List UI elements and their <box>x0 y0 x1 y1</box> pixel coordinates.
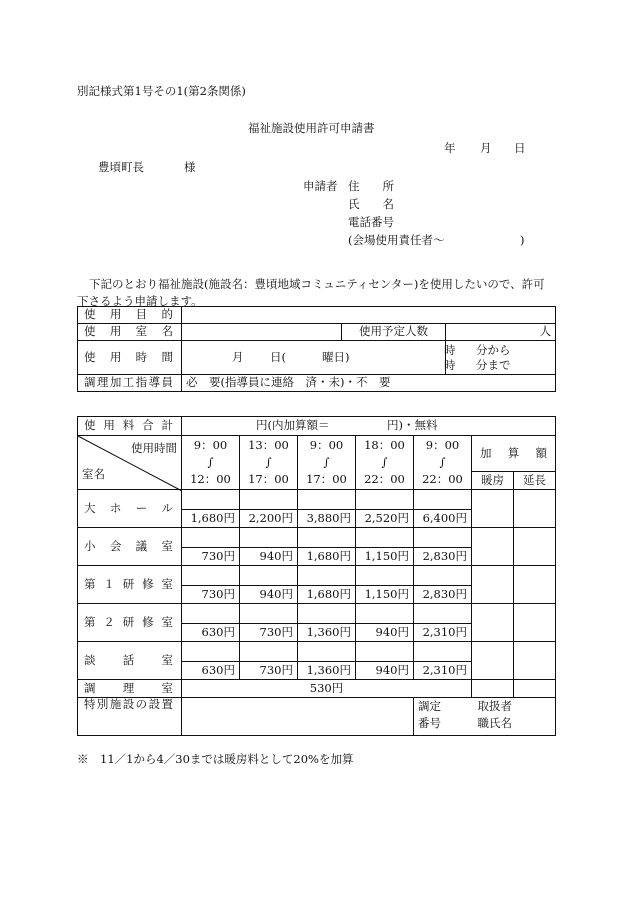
price-cell: 2,310円 <box>414 662 472 680</box>
heating-cell[interactable] <box>472 604 514 642</box>
extension-cell[interactable] <box>514 604 556 642</box>
surcharge-header: 加算額 <box>472 436 556 472</box>
time-from-hour: 時 <box>444 342 456 357</box>
price-cell: 940円 <box>356 662 414 680</box>
slot-end: 12：00 <box>190 472 231 486</box>
extension-cell[interactable] <box>514 490 556 528</box>
people-field[interactable] <box>446 324 506 341</box>
form-number: 別記様式第1号その1(第2条関係) <box>77 84 246 98</box>
application-table <box>77 306 556 392</box>
price-cell: 730円 <box>240 624 298 642</box>
room-name: 第２研修室 <box>78 604 182 642</box>
time-header: 使用時間 <box>131 441 177 455</box>
date-day-label: 日 <box>514 141 526 155</box>
room-name: 小会議室 <box>78 528 182 566</box>
price-cell: 1,680円 <box>182 510 240 528</box>
extension-cell[interactable] <box>514 642 556 680</box>
room-field[interactable] <box>182 324 342 341</box>
header-diagonal-cell <box>78 436 182 490</box>
time-until-hour: 時 <box>444 357 456 372</box>
fee-table <box>77 416 556 736</box>
price-cell: 1,360円 <box>298 662 356 680</box>
phone-label: 電話番号 <box>348 215 394 229</box>
purpose-field[interactable] <box>182 307 556 324</box>
price-cell: 2,830円 <box>414 586 472 604</box>
time-label: 使用時間 <box>78 341 182 375</box>
intro-paragraph: 下記のとおり福祉施設(施設名：豊頃地域コミュニティセンター)を使用したいので、許可下さるよう申請します。 <box>77 277 545 308</box>
slot-start: 18：00 <box>364 438 405 452</box>
manager-label: (会場使用責任者～ <box>348 233 445 247</box>
date-month-label: 月 <box>480 141 492 155</box>
heating-cell[interactable] <box>472 566 514 604</box>
room-header: 室名 <box>82 466 105 481</box>
price-cell: 2,520円 <box>356 510 414 528</box>
heating-cell[interactable] <box>472 528 514 566</box>
review-label-2: 番号 <box>418 716 441 730</box>
time-field[interactable] <box>182 341 456 375</box>
slot-tilde: ∫ <box>323 455 330 469</box>
room-name: 第１研修室 <box>78 566 182 604</box>
special-field[interactable] <box>182 698 414 736</box>
slot-start: 9：00 <box>193 438 228 452</box>
name-label: 氏 名 <box>348 197 394 211</box>
review-number-label <box>414 698 472 736</box>
kitchen-label: 調理室 <box>78 680 182 698</box>
heating-cell[interactable] <box>472 642 514 680</box>
honorific: 様 <box>184 160 196 174</box>
instructor-label: 調理加工指導員 <box>78 375 182 392</box>
slot-start: 13：00 <box>248 438 289 452</box>
slot-tilde: ∫ <box>381 455 388 469</box>
slot-end: 17：00 <box>306 472 347 486</box>
review-label-1: 調定 <box>418 699 441 713</box>
slot-end: 17：00 <box>248 472 289 486</box>
people-label: 使用予定人数 <box>342 324 446 341</box>
address-label: 住 所 <box>348 179 394 193</box>
price-cell: 1,680円 <box>298 548 356 566</box>
slot-5 <box>414 436 472 490</box>
room-name: 談話室 <box>78 642 182 680</box>
extension-cell[interactable] <box>514 680 556 698</box>
price-cell: 3,880円 <box>298 510 356 528</box>
handler-label <box>472 698 556 736</box>
price-cell: 1,360円 <box>298 624 356 642</box>
form-title: 福祉施設使用許可申請書 <box>248 121 375 135</box>
time-minutes <box>446 341 556 375</box>
price-cell: 2,200円 <box>240 510 298 528</box>
slot-tilde: ∫ <box>265 455 272 469</box>
manager-close: ) <box>520 233 525 247</box>
instructor-value[interactable]: 必 要(指導員に連絡 済・未)・不 要 <box>182 375 556 392</box>
addressee: 豊頃町長 <box>98 160 144 174</box>
price-cell: 6,400円 <box>414 510 472 528</box>
price-cell: 2,830円 <box>414 548 472 566</box>
slot-1 <box>182 436 240 490</box>
total-value[interactable]: 円(内加算額＝ 円)・無料 <box>182 417 556 436</box>
extension-label: 延長 <box>514 472 556 490</box>
price-cell: 940円 <box>240 548 298 566</box>
price-cell: 730円 <box>240 662 298 680</box>
heating-cell[interactable] <box>472 490 514 528</box>
slot-2 <box>240 436 298 490</box>
price-cell: 1,150円 <box>356 548 414 566</box>
slot-4 <box>356 436 414 490</box>
price-cell: 730円 <box>182 586 240 604</box>
slot-end: 22：00 <box>364 472 405 486</box>
price-cell: 940円 <box>356 624 414 642</box>
time-day: 日( <box>270 349 286 364</box>
heating-cell[interactable] <box>472 680 514 698</box>
slot-end: 22：00 <box>422 472 463 486</box>
people-unit: 人 <box>506 324 556 341</box>
price-cell: 940円 <box>240 586 298 604</box>
special-label: 特別施設の設置 <box>78 698 182 736</box>
handler-label-2: 職氏名 <box>477 716 512 730</box>
slot-start: 9：00 <box>425 438 460 452</box>
total-label: 使用料合計 <box>78 417 182 436</box>
price-cell: 730円 <box>182 548 240 566</box>
room-label: 使用室名 <box>78 324 182 341</box>
footnote: ※ 11／1から4／30までは暖房料として20%を加算 <box>77 752 354 766</box>
price-cell: 630円 <box>182 624 240 642</box>
extension-cell[interactable] <box>514 528 556 566</box>
time-weekday: 曜日) <box>322 349 350 364</box>
heating-label: 暖房 <box>472 472 514 490</box>
extension-cell[interactable] <box>514 566 556 604</box>
slot-start: 9：00 <box>309 438 344 452</box>
handler-label-1: 取扱者 <box>477 699 512 713</box>
time-month: 月 <box>232 349 244 364</box>
price-cell: 1,680円 <box>298 586 356 604</box>
slot-tilde: ∫ <box>439 455 446 469</box>
price-cell: 630円 <box>182 662 240 680</box>
slot-tilde: ∫ <box>207 455 214 469</box>
date-year-label: 年 <box>444 141 456 155</box>
time-from-minute: 分から <box>476 342 511 357</box>
applicant-label: 申請者 <box>303 179 338 193</box>
purpose-label: 使用目的 <box>78 307 182 324</box>
time-until-minute: 分まで <box>476 357 511 372</box>
slot-3 <box>298 436 356 490</box>
room-name: 大ホール <box>78 490 182 528</box>
price-cell: 1,150円 <box>356 586 414 604</box>
price-cell: 2,310円 <box>414 624 472 642</box>
kitchen-price: 530円 <box>182 680 472 698</box>
